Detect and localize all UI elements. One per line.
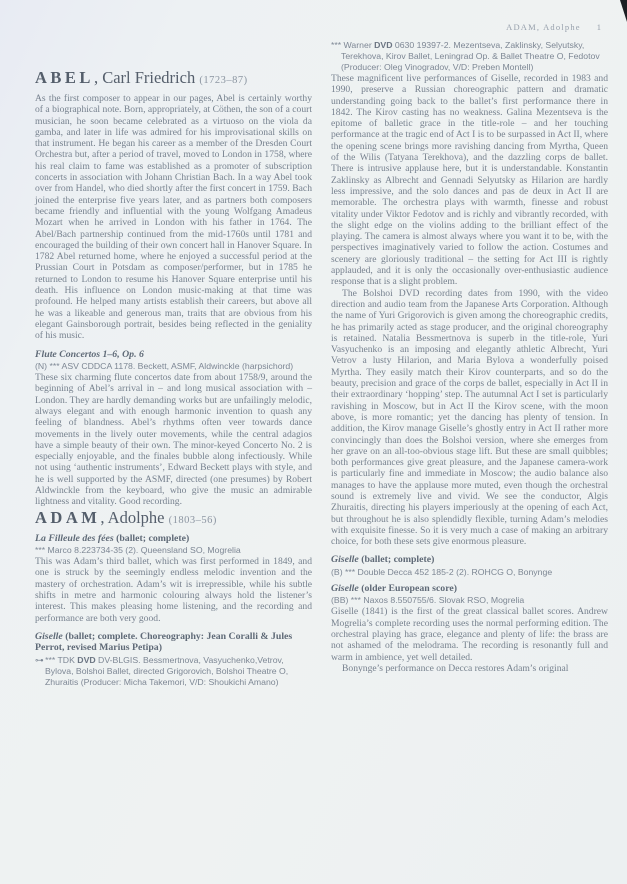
premium-key-symbol: ⊶ [35,654,43,665]
composer-heading-adam [35,508,312,528]
composer-surname: ADAM [35,507,101,527]
page-number: 1 [596,22,601,32]
work-title-subtitle: (older European score) [358,582,457,594]
work-title-text: La Filleule des fées [35,532,114,544]
listing-text: 0630 19397-2. Mezentseva, Zaklinsky, Selyutsky, Terekhova, Kirov Ballet, Leningrad Op. & Ballet Theatre O, Fedotov (Producer: Oleg Vinogradov, V/D: Preben Montell) [341,40,600,72]
composer-given-names: , Carl Friedrich [93,68,196,87]
recording-listing-asv: (N) *** ASV CDDCA 1178. Beckett, ASMF, Aldwinckle (harpsichord) [35,361,294,372]
scan-corner-artifact [620,0,627,22]
right-column [331,40,608,674]
recording-listing-decca: (B) *** Double Decca 452 185-2 (2). ROHCG O, Bonynge [331,566,553,577]
running-header [506,22,601,32]
giselle-naxos-review-paragraph: Giselle (1841) is the first of the great classical ballet scores. Andrew Mogrelia’s complete recording uses the normal performing edition. The orchestral playing has grace, elegance and plenty of life: the brass are not ashamed of the melodrama. The recording is resonantly full and warm in ambience, yet well detailed. [331,606,608,663]
abel-biography-paragraph: As the first composer to appear in our pages, Abel is certainly worthy of a biographical note. Born, appropriately, at Cöthen, the son of a court musician, he soon became celebrated as a virtuoso on the viola da gamba, and later in life was admired for his improvisational skills on that instrument. He began his career as a member of the Dresden Court Orchestra but, after a period of travel, moved to London in 1758, where his real claim to fame was established as a promoter of subscription concerts in association with Johann Christian Bach. In a way Abel took over from Handel, who died shortly after the first concert in 1759. Bach joined the enterprise five years later, and as partners both composers became friendly and influential with the young Wolfgang Amadeus Mozart when he arrived in London with his father in 1764. The Abel/Bach partnership continued from the mid-1760s until 1781 and encouraged the building of their own concert hall in Hanover Square. In 1782 Abel returned home, where he enjoyed a successful period at the Prussian Court in Potsdam as composer/performer, but in 1785 he returned to London to resume his Hanover Square enterprise until his death. His influence on London music-making at that time was profound. He helped many artists establish their careers, but above all he was a likeable and generous man, traits that are obvious from his elegant Gainsborough portrait, besides being reflected in the geniality of his music. [35,93,312,342]
work-title-giselle-dvd [35,631,312,654]
listing-text: *** Warner [331,40,375,50]
giselle-dvd-review-paragraph-1: These magnificent live performances of Giselle, recorded in 1983 and 1990, preserve a Russian choreographic pattern and dramatic understanding going back to the ballet’s first performance there in 1842. The Kirov casting has no weakness. Galina Mezentseva is the epitome of balletic grace in the title-role – and her touching performance at the tragic end of Act I is to be surpassed in Act II, where the opening scene brings more ravishing dancing from Myrtha, Queen of the Wilis (Tatyana Terekhova), and the dazzling corps de ballet. There is intrusive applause here, but it is understandable. Konstantin Zaklinsky as Albrecht and Gennadi Selyutsky as Hilarion are hardly less impressive, and the solo dances and pas de deux in Act II are memorable. The orchestra plays with warmth, finesse and robust vitality under Viktor Fedotov and is richly and vibrantly recorded, with the slight edge on the violins adding to the brilliant effect of the playing. The camera is almost always where you want it to be, with the perspectives imaginatively varied to follow the action. Costumes and scenery are gloriously traditional – the setting for Act III is rightly applauded, and it is only the occasionally over-enthusiastic audience response that is a slight problem. [331,73,608,288]
listing-text: DV-BLGIS. Bessmertnova, Vasyuchenko,Vetrov, Bylova, Bolshoi Ballet, directed Grigorovich, Bolshoi Theatre O, Zhuraitis (Producer: Micha Takemori, V/D: Shoukichi Amano) [45,654,289,687]
work-title-subtitle: (ballet; complete) [358,554,435,566]
work-title-subtitle: (ballet; complete) [113,532,190,544]
work-title-giselle-decca [331,554,608,566]
recording-listing-tdk-dvd [35,655,312,688]
work-title-flute-concertos [35,349,312,361]
work-title-giselle-naxos [331,583,608,595]
dvd-label: DVD [77,654,96,665]
work-title-subtitle: (ballet; complete. Choreography: Jean Coralli & Jules Perrot, revised Marius Petipa) [35,630,293,654]
recording-listing-marco: *** Marco 8.223734-35 (2). Queensland SO, Mogrelia [35,545,241,556]
left-column [35,68,312,688]
work-title-text: Flute Concertos 1–6, Op. 6 [35,348,144,360]
listing-text: *** TDK [42,654,78,665]
work-title-text: Giselle [331,554,359,566]
recording-listing-warner-dvd [331,40,608,73]
recording-listing-naxos: (BB) *** Naxos 8.550755/6. Slovak RSO, Mogrelia [331,595,525,606]
giselle-dvd-review-paragraph-2: The Bolshoi DVD recording dates from 1990, with the video direction and audio team from the Japanese Arts Corporation. Although the name of Yuri Grigorovich is given among the choreographic credits, he has primarily acted as stage producer, and the original choreography is retained. Natalia Bessmertnova is superb in the title-role, Yuri Vasyuchenko is an imposing and elegantly athletic Albrecht, Yuri Vetrov a lusty Hilarion, and Maria Bylova a wonderfully poised Myrtha. They easily match their Kirov counterparts, and so do the beauty, precision and grace of the corps de ballet, especially in Act II in their extraordinary ‘hopping’ step. The autumnal Act I set is particularly ravishing in Moscow, but in Act II the Kirov scene, with the moon above, is more romantic; yet the dancing has plenty of tension. In addition, the Kirov manage Giselle’s ghostly entry in Act II rather more convincingly than does the Bolshoi version, where she emerges from her grave on an all-too-obvious stage lift. But these are small quibbles; both performances give great pleasure, and the Japanese camera-work is particularly fine and immediate in Moscow; the audio balance also manages to have the applause more muted, even though the orchestral sound is extremely live and vivid. We see the conductor, Algis Zhuraitis, directing his players imperiously at the opening of each Act, but throughout he is also splendidly flexible, turning Adam’s melodies with exquisite finesse. So it is very much a case of making an arbitrary choice, for both these sets give enormous pleasure. [331,287,608,548]
composer-dates: (1723–87) [199,75,248,86]
la-filleule-review-paragraph: This was Adam’s third ballet, which was first performed in 1849, and one is struck by the seemingly endless melodic invention and the mastery of orchestration. Adam’s wit is irrepressible, while his subtle shifts in metre and harmonic colouring always hold the listener’s interest. This makes pleasing home listening, and the recording and performance are both very good. [35,556,312,624]
work-title-text: Giselle [35,630,63,642]
dvd-label: DVD [374,40,393,50]
composer-given-names: , Adolphe [100,507,165,527]
composer-surname: ABEL [35,68,94,87]
work-title-text: Giselle [331,582,359,594]
running-header-title: ADAM, Adolphe [506,22,581,32]
composer-heading-abel [35,68,312,88]
work-title-la-filleule [35,533,312,545]
abel-review-paragraph: These six charming flute concertos date from about 1758/9, around the beginning of Abel’s arrival in – and long musical association with – London. They are hardly demanding works but are unfailingly melodic, always elegant and with enough harmonic invention to quash any feeling of blandness. Abel’s rhythms often veer towards dance movements in the lively outer movements, while the central adagios have a simple beauty of their own. The minor-keyed Concerto No. 2 is especially enjoyable, and the finales bubble along infectiously. While not using ‘authentic instruments’, Edward Beckett plays with style, and he is well supported by the ASMF, directed (one presumes) by Robert Aldwinckle from the keyboard, who give the music an admirable lightness and vitality. Good recording. [35,372,312,508]
composer-dates: (1803–56) [168,514,217,526]
bonynge-review-opening-line: Bonynge’s performance on Decca restores Adam’s original [342,662,569,674]
